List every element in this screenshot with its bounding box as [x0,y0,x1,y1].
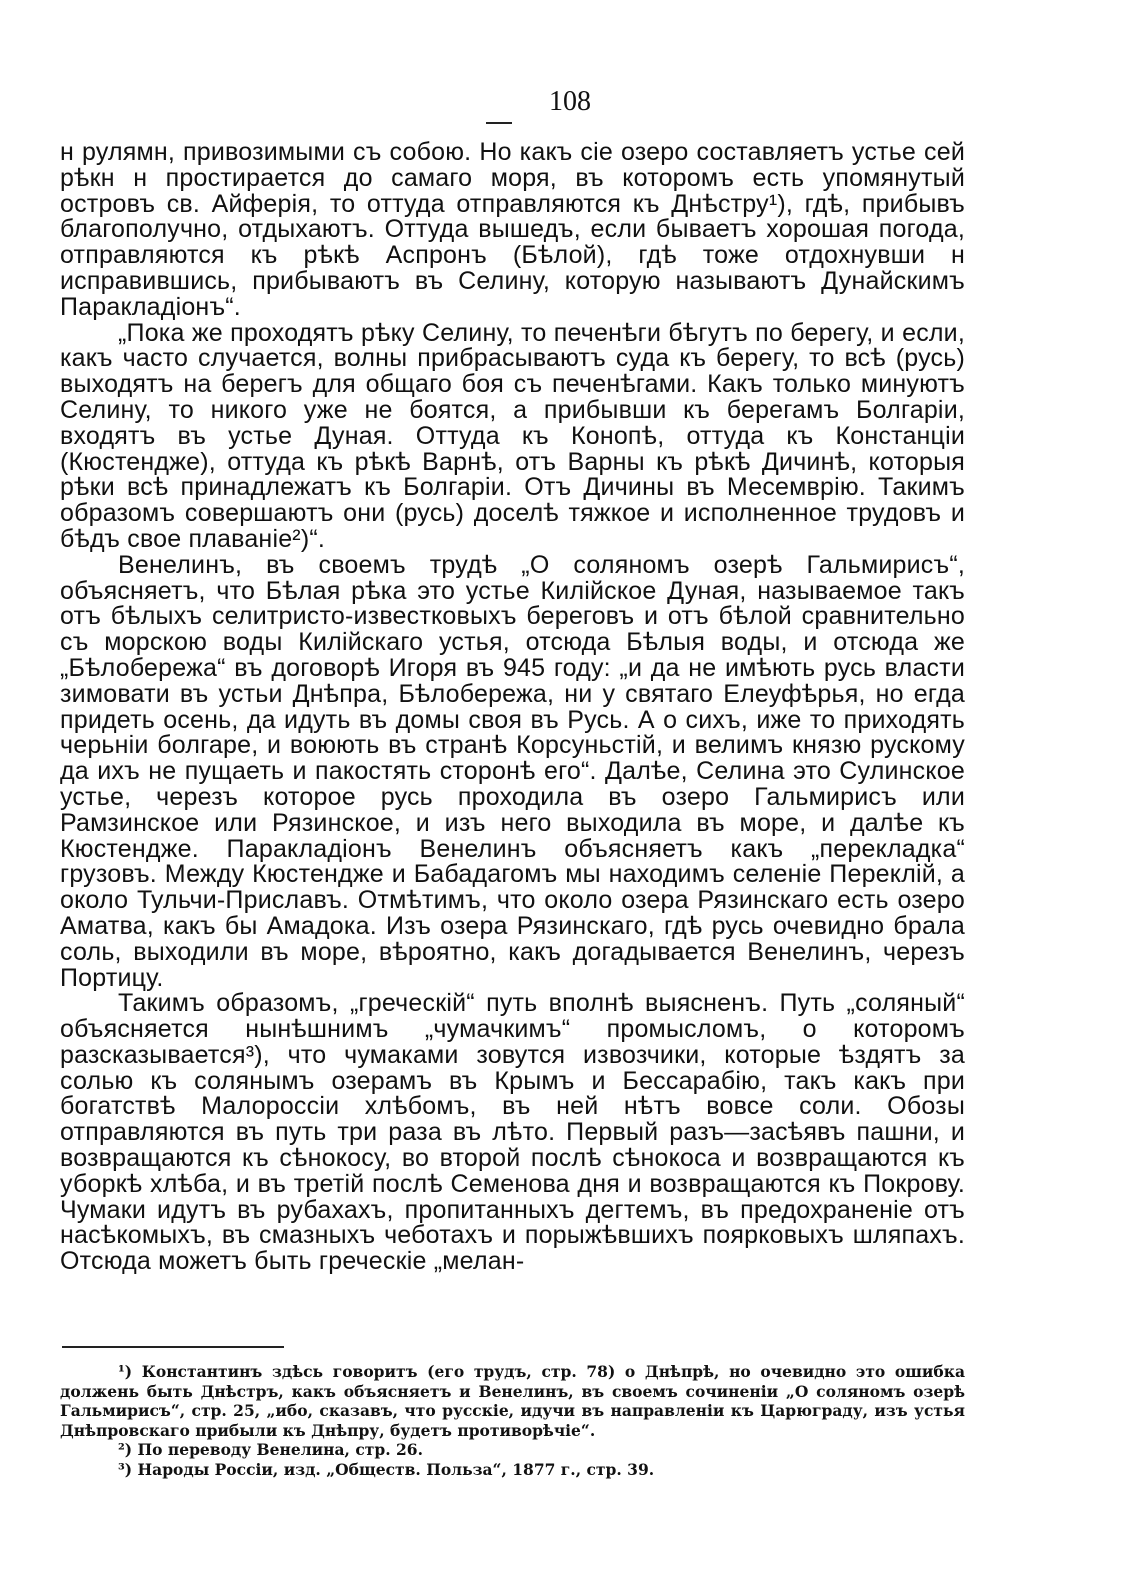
footnotes [60,1362,965,1479]
footnote-1: ¹) Константинъ здѣсь говоритъ (его трудъ, стр. 78) о Днѣпрѣ, но очевидно это ошибка должень быть Днѣстръ, какъ объясняетъ и Венелинъ, въ своемъ сочиненіи „О соляномъ озерѣ Гальмирисъ“, стр. 25, „ибо, сказавъ, что русскіе, идучи въ направленіи къ Царюграду, изъ устья Днѣпровскаго прибыли къ Днѣпру, будетъ противорѣчіе“. [60,1362,965,1440]
paragraph-2: „Пока же проходятъ рѣку Селину, то печенѣги бѣгутъ по берегу, и если, какъ часто случается, волны прибрасываютъ суда къ берегу, то всѣ (русь) выходятъ на берегъ для общаго боя съ печенѣгами. Какъ только минуютъ Селину, то никого уже не боятся, а прибывши къ берегамъ Болгаріи, входятъ въ устье Дуная. Оттуда къ Конопѣ, оттуда къ Констанціи (Кюстендже), оттуда къ рѣкѣ Варнѣ, отъ Варны къ рѣкѣ Дичинѣ, которыя рѣки всѣ принадлежатъ къ Болгаріи. Отъ Дичины въ Месемврію. Такимъ образомъ совершаютъ они (русь) доселѣ тяжкое и исполненное трудовъ и бѣдъ свое плаваніе²)“. [60,318,965,553]
paragraph-4: Такимъ образомъ, „греческій“ путь вполнѣ выясненъ. Путь „соляный“ объясняется нынѣшнимъ „чумачкимъ“ промысломъ, о которомъ разсказывается³), что чумаками зовутся извозчики, которые ѣздятъ за солью къ солянымъ озерамъ въ Крымъ и Бессарабію, такъ какъ при богатствѣ Малороссіи хлѣбомъ, въ ней нѣтъ вовсе соли. Обозы отправляются въ путь три раза въ лѣто. Первый разъ—засѣявъ пашни, и возвращаются къ сѣнокосу, во второй послѣ сѣнокоса и возвращаются къ уборкѣ хлѣба, и въ третій послѣ Семенова дня и возвращаются къ Покрову. Чумаки идутъ въ рубахахъ, пропитанныхъ дегтемъ, въ предохраненіе отъ насѣкомыхъ, въ смазныхъ чеботахъ и порыжѣвшихъ поярковыхъ шляпахъ. Отсюда можетъ быть греческіе „мелан- [60,989,965,1276]
page-number-underline [486,122,512,124]
footnote-3: ³) Народы Россіи, изд. „Обществ. Польза“, 1877 г., стр. 39. [118,1459,655,1479]
footnote-divider [62,1346,284,1348]
paragraph-1: н рулямн, привозимыми съ собою. Но какъ сіе озеро составляетъ устье сей рѣкн н простирается до самаго моря, въ которомъ есть упомянутый островъ св. Айферія, то оттуда отправляются къ Днѣстру¹), гдѣ, прибывъ благополучно, отдыхаютъ. Оттуда вышедъ, если бываетъ хорошая погода, отправляются къ рѣкѣ Аспронъ (Бѣлой), гдѣ тоже отдохнувши н исправившись, прибываютъ въ Селину, которую называютъ Дунайскимъ Паракладіонъ“. [60,138,965,321]
page-number: 108 [549,86,591,117]
main-text [60,140,965,1275]
paragraph-3: Венелинъ, въ своемъ трудѣ „О соляномъ озерѣ Гальмирисъ“, объясняетъ, что Бѣлая рѣка это устье Килійское Дуная, называемое такъ отъ бѣлыхъ селитристо-известковыхъ береговъ и отъ бѣлой сравнительно съ морскою воды Килійскаго устья, отсюда Бѣлыя воды, и отсюда же „Бѣлобережа“ въ договорѣ Игоря въ 945 году: „и да не имѣють русь власти зимовати въ устьи Днѣпра, Бѣлобережа, ни у святаго Елеуфѣрья, но егда придеть осень, да идуть въ домы своя въ Русь. А о сихъ, иже то приходять черьніи болгаре, и воюють въ странѣ Корсуньстій, и велимъ князю рускому да ихъ не пущаеть и пакостять сторонѣ его“. Далѣе, Селина это Сулинское устье, черезъ которое русь проходила въ озеро Гальмирисъ или Рамзинское или Рязинское, и изъ него выходила въ море, и далѣе къ Кюстендже. Паракладіонъ Венелинъ объясняетъ какъ „перекладка“ грузовъ. Между Кюстендже и Бабадагомъ мы находимъ селеніе Переклій, а около Тульчи-Приславъ. Отмѣтимъ, что около озера Рязинскаго есть озеро Аматва, какъ бы Амадока. Изъ озера Рязинскаго, гдѣ русь очевидно брала соль, выходили въ море, вѣроятно, какъ догадывается Венелинъ, черезъ Портицу. [60,550,965,992]
footnote-2: ²) По переводу Венелина, стр. 26. [118,1440,423,1459]
